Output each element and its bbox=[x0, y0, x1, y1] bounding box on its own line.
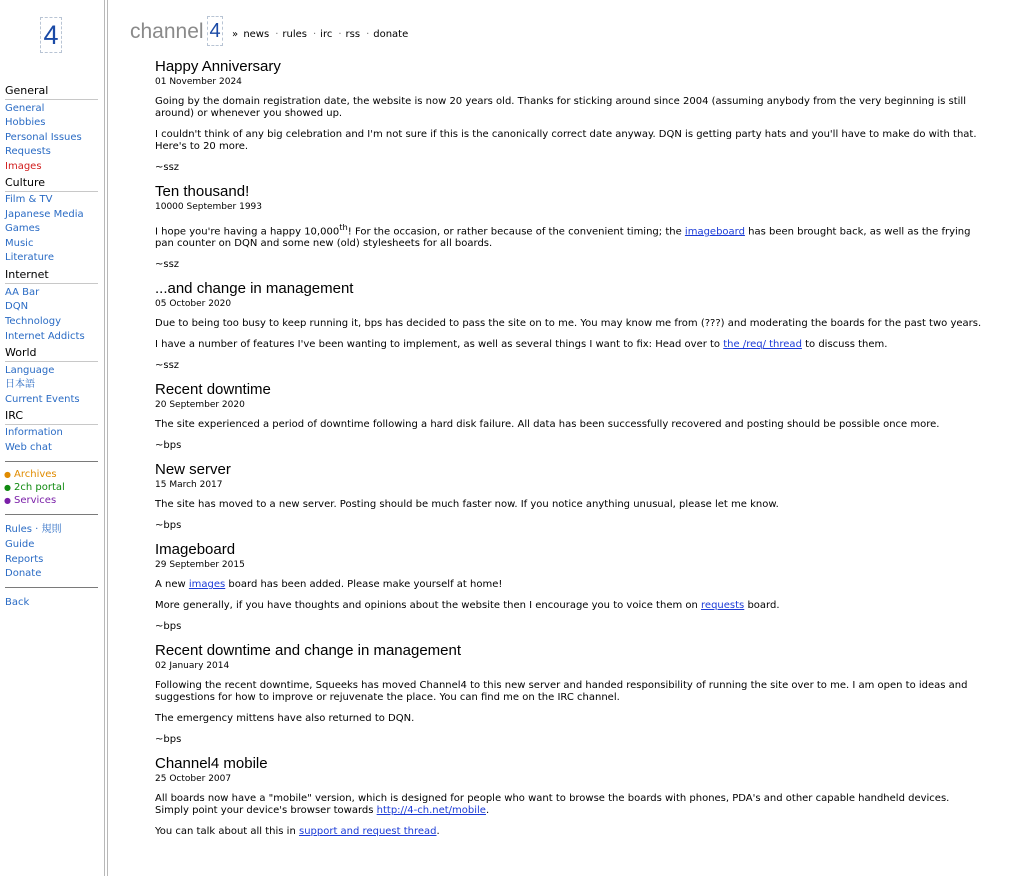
news-post bbox=[155, 279, 985, 372]
sidebar-divider bbox=[5, 461, 98, 462]
post-date: 02 January 2014 bbox=[155, 661, 230, 672]
sidebar-section-world: World bbox=[5, 346, 98, 362]
mobile-url-link[interactable]: http://4-ch.net/mobile bbox=[376, 805, 486, 817]
sidebar-item-dqn[interactable]: DQN bbox=[5, 301, 29, 312]
post-paragraph: The emergency mittens have also returned to DQN. bbox=[155, 713, 415, 725]
post-title: Ten thousand! bbox=[155, 183, 250, 200]
news-post bbox=[155, 182, 985, 271]
post-date: 29 September 2015 bbox=[155, 560, 245, 571]
sidebar-item-literature[interactable]: Literature bbox=[5, 252, 54, 263]
sidebar-item-requests[interactable]: Requests bbox=[5, 146, 51, 157]
nav-rss[interactable]: rss bbox=[345, 29, 361, 40]
sidebar-item-internet-addicts[interactable]: Internet Addicts bbox=[5, 331, 85, 342]
sidebar-item-back[interactable]: Back bbox=[5, 597, 30, 608]
sidebar-item-hobbies[interactable]: Hobbies bbox=[5, 117, 46, 128]
post-title: Recent downtime bbox=[155, 381, 271, 399]
post-paragraph: Going by the domain registration date, the website is now 20 years old. Thanks for sticking around since 2004 (assuming anybody from the very beginning is still around) or whenever you showed up. bbox=[155, 96, 966, 119]
news-post bbox=[155, 540, 985, 633]
nav-separator: · bbox=[338, 29, 342, 40]
post-signature: ~bps bbox=[155, 734, 182, 746]
brand-logo[interactable]: 4 bbox=[207, 16, 223, 46]
post-paragraph: You can talk about all this in support and request thread. bbox=[155, 826, 440, 838]
post-title: Recent downtime and change in management bbox=[155, 642, 462, 660]
post-title: ...and change in management bbox=[155, 280, 354, 298]
sidebar-item-rules[interactable]: Rules · 規則 bbox=[5, 524, 62, 535]
sidebar-item-web-chat[interactable]: Web chat bbox=[5, 442, 52, 453]
nav-separator: · bbox=[275, 29, 279, 40]
bullet-dot-icon: ● bbox=[4, 470, 11, 479]
sidebar-border bbox=[104, 0, 105, 876]
news-feed bbox=[155, 57, 985, 847]
req-thread-link[interactable]: the /req/ thread bbox=[723, 339, 802, 351]
post-signature: ~ssz bbox=[155, 360, 180, 372]
bullet-dot-icon: ● bbox=[4, 496, 11, 505]
sidebar-item-reports[interactable]: Reports bbox=[5, 554, 44, 565]
news-post bbox=[155, 754, 985, 838]
post-date: 15 March 2017 bbox=[155, 480, 223, 491]
post-paragraph: I have a number of features I've been wanting to implement, as well as several things I want to fix: Head over to the /req/ thread to discuss them. bbox=[155, 339, 888, 351]
post-title: New server bbox=[155, 461, 231, 479]
sidebar-logo[interactable]: 4 bbox=[40, 17, 62, 53]
sidebar-item-technology[interactable]: Technology bbox=[5, 316, 62, 327]
post-date: 25 October 2007 bbox=[155, 774, 232, 785]
top-nav bbox=[232, 29, 408, 40]
sidebar-item-archives[interactable]: Archives bbox=[14, 469, 57, 480]
sidebar-section-culture: Culture bbox=[5, 176, 98, 192]
bullet-dot-icon: ● bbox=[4, 483, 11, 492]
sidebar-divider bbox=[5, 514, 98, 515]
news-post bbox=[155, 57, 985, 174]
post-signature: ~ssz bbox=[155, 259, 180, 271]
post-signature: ~bps bbox=[155, 621, 182, 633]
post-paragraph: More generally, if you have thoughts and opinions about the website then I encourage you to voice them on requests board. bbox=[155, 600, 780, 612]
post-paragraph: All boards now have a "mobile" version, which is designed for people who want to browse the boards with phones, PDA's and other capable handheld devices. Simply point your device's browser towards http://4-ch.net/mobile. bbox=[155, 793, 950, 817]
nav-donate[interactable]: donate bbox=[373, 29, 409, 40]
nav-news[interactable]: news bbox=[243, 29, 270, 40]
requests-board-link[interactable]: requests bbox=[701, 600, 745, 612]
sidebar-item-guide[interactable]: Guide bbox=[5, 539, 35, 550]
sidebar-item-services[interactable]: Services bbox=[14, 495, 57, 506]
news-post bbox=[155, 380, 985, 452]
raquo-icon: » bbox=[232, 29, 239, 40]
brand-title[interactable]: channel bbox=[130, 20, 204, 43]
news-post bbox=[155, 641, 985, 746]
sidebar-item-language[interactable]: Language bbox=[5, 365, 55, 376]
nav-rules[interactable]: rules bbox=[282, 29, 307, 40]
sidebar-item-music[interactable]: Music bbox=[5, 238, 34, 249]
post-paragraph: I hope you're having a happy 10,000th! For the occasion, or rather because of the convenient timing; the imageboard has been brought back, as well as the frying pan counter on DQN and some new (old) stylesheets for all boards. bbox=[155, 222, 971, 250]
sidebar-item-donate[interactable]: Donate bbox=[5, 568, 42, 579]
sidebar-item-general[interactable]: General bbox=[5, 103, 45, 114]
sidebar-item-nihongo[interactable]: 日本語 bbox=[5, 379, 35, 390]
sidebar-item-japanese-media[interactable]: Japanese Media bbox=[5, 209, 84, 220]
images-board-link[interactable]: images bbox=[188, 579, 226, 591]
news-post bbox=[155, 460, 985, 532]
sidebar-section-general: General bbox=[5, 84, 98, 100]
nav-irc[interactable]: irc bbox=[320, 29, 333, 40]
post-title: Happy Anniversary bbox=[155, 58, 281, 75]
post-paragraph: Following the recent downtime, Squeeks has moved Channel4 to this new server and handed responsibility of running the site over to me. I am open to ideas and suggestions for how to improve or rejuvenate the place. You can find me on the IRC channel. bbox=[155, 680, 968, 704]
sidebar-item-aa-bar[interactable]: AA Bar bbox=[5, 287, 40, 298]
sidebar bbox=[0, 0, 98, 876]
post-title: Channel4 mobile bbox=[155, 755, 268, 773]
post-paragraph: I couldn't think of any big celebration and I'm not sure if this is the canonically correct date anyway. DQN is getting party hats and you'll have to make do with that. Here's to 20 more. bbox=[155, 129, 977, 152]
sidebar-item-film-tv[interactable]: Film & TV bbox=[5, 194, 53, 205]
sidebar-divider bbox=[5, 587, 98, 588]
sidebar-section-irc: IRC bbox=[5, 409, 98, 425]
post-date: 10000 September 1993 bbox=[155, 202, 263, 212]
nav-separator: · bbox=[366, 29, 370, 40]
sidebar-border bbox=[107, 0, 108, 876]
post-signature: ~ssz bbox=[155, 162, 180, 173]
nav-separator: · bbox=[312, 29, 317, 40]
post-date: 20 September 2020 bbox=[155, 400, 245, 411]
sidebar-section-internet: Internet bbox=[5, 268, 98, 284]
post-paragraph: Due to being too busy to keep running it, bps has decided to pass the site on to me. You may know me from (???) and moderating the boards for the past two years. bbox=[155, 318, 982, 330]
post-paragraph: The site experienced a period of downtime following a hard disk failure. All data has been successfully recovered and posting should be possible once more. bbox=[155, 419, 940, 431]
post-date: 05 October 2020 bbox=[155, 299, 232, 310]
sidebar-item-2ch-portal[interactable]: 2ch portal bbox=[14, 482, 65, 493]
sidebar-item-games[interactable]: Games bbox=[5, 223, 40, 234]
sidebar-item-images[interactable]: Images bbox=[5, 161, 42, 172]
post-signature: ~bps bbox=[155, 520, 182, 532]
sidebar-item-personal-issues[interactable]: Personal Issues bbox=[5, 132, 82, 143]
sidebar-item-current-events[interactable]: Current Events bbox=[5, 394, 80, 405]
sidebar-item-information[interactable]: Information bbox=[5, 427, 63, 438]
post-paragraph: A new images board has been added. Please make yourself at home! bbox=[155, 579, 503, 591]
post-paragraph: The site has moved to a new server. Posting should be much faster now. If you notice anything unusual, please let me know. bbox=[155, 499, 779, 511]
support-thread-link[interactable]: support and request thread bbox=[298, 826, 437, 838]
imageboard-link[interactable]: imageboard bbox=[684, 226, 745, 238]
post-title: Imageboard bbox=[155, 541, 236, 559]
post-date: 01 November 2024 bbox=[155, 77, 242, 87]
post-signature: ~bps bbox=[155, 440, 182, 452]
